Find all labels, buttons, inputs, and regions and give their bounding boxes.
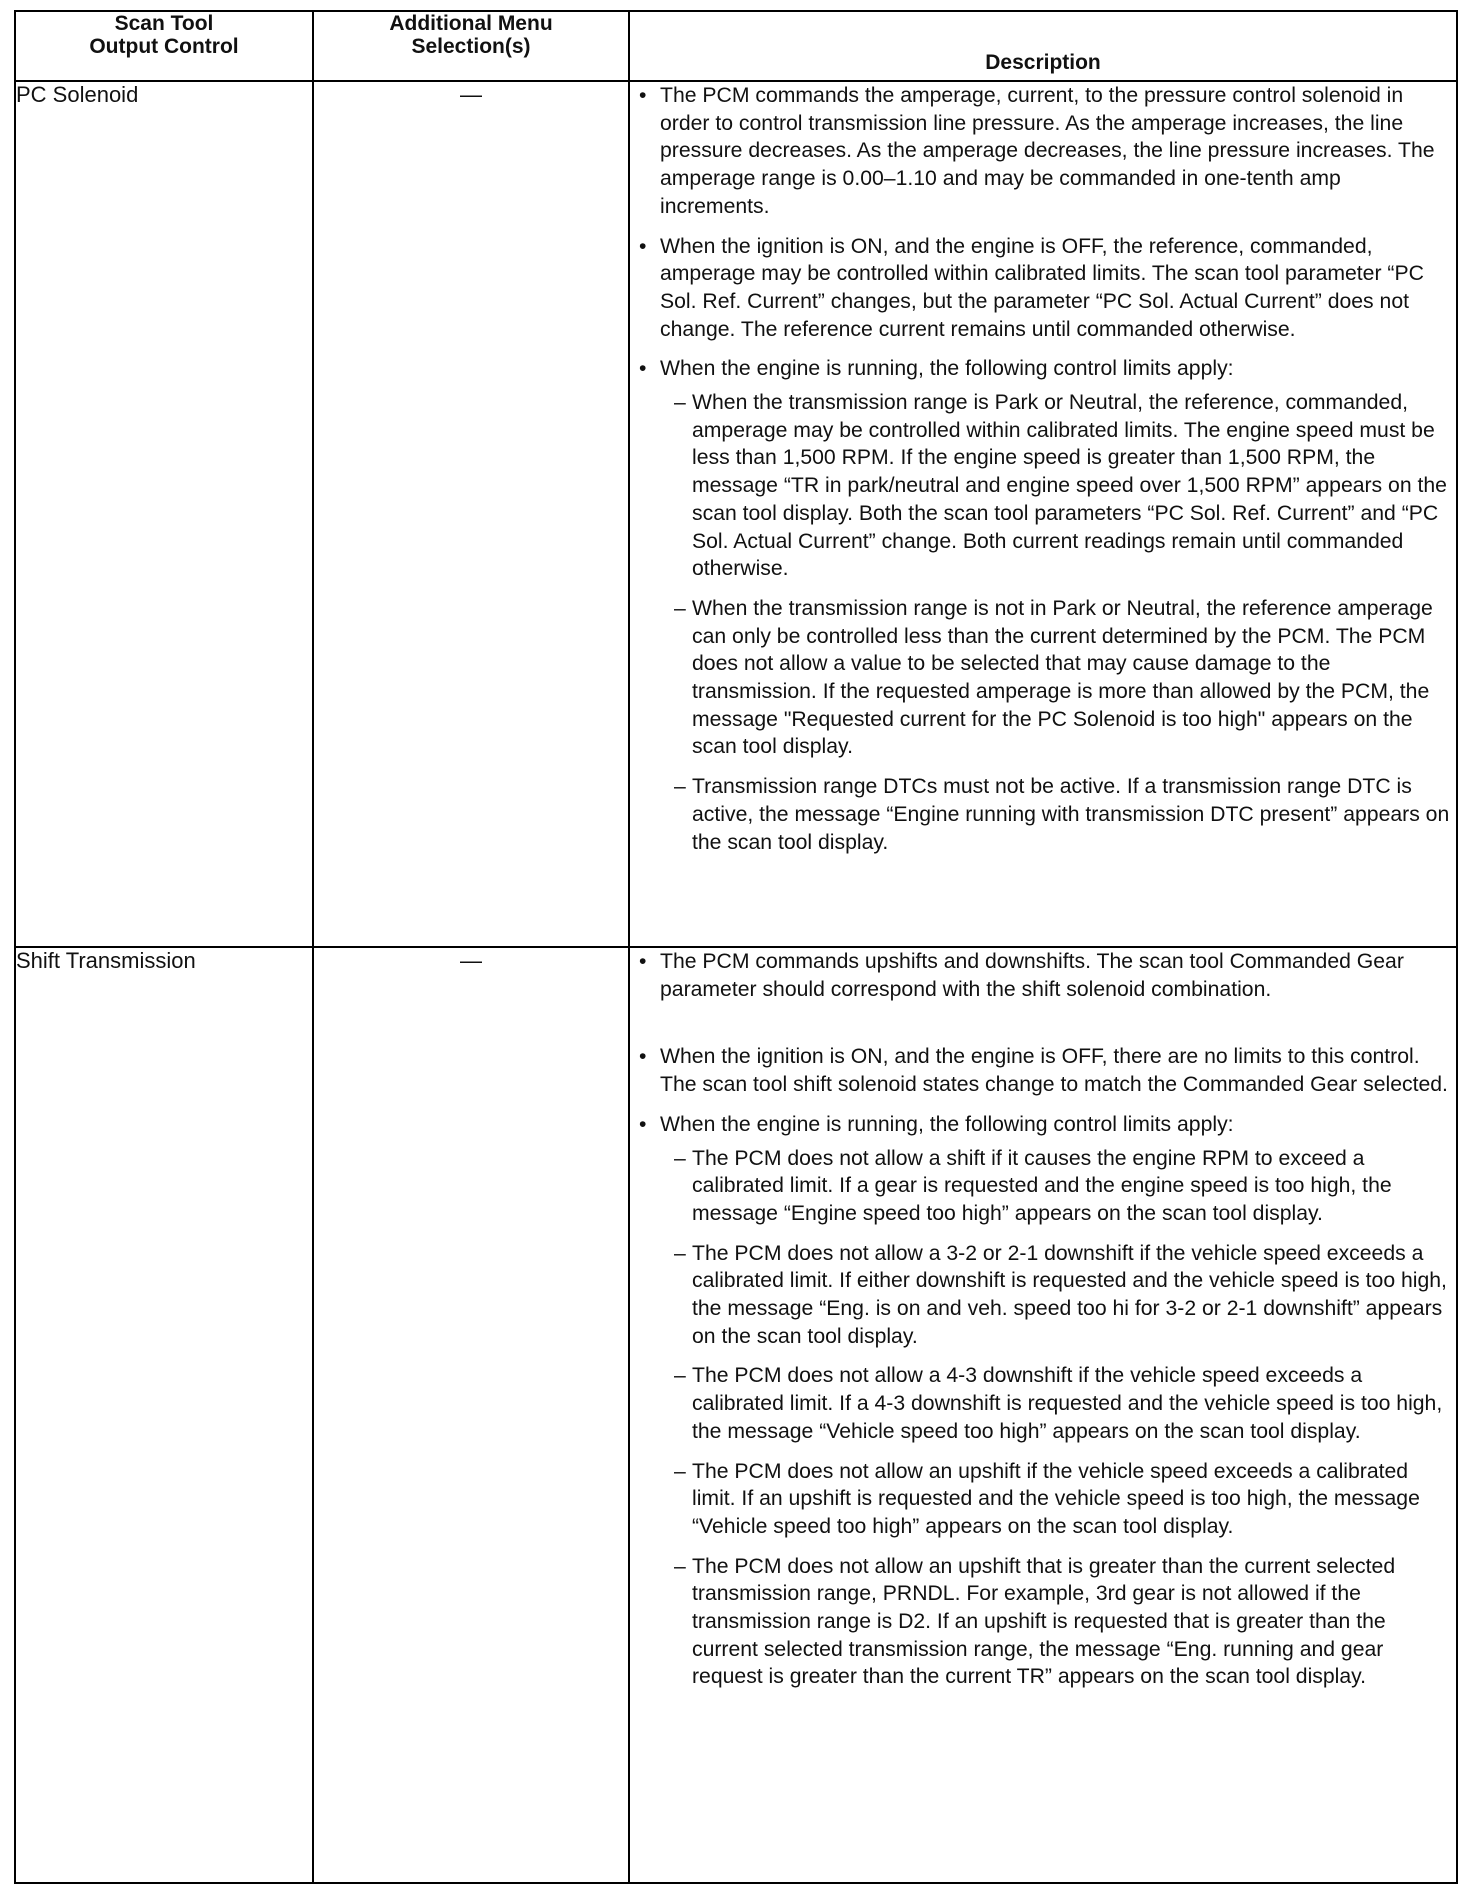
sub-item-text: The PCM does not allow a 3-2 or 2-1 downshift if the vehicle speed exceeds a calibrated limit. If either downshift is requested and the vehicle speed is too high, the message “Eng. is on and veh. speed too hi for 3-2 or 2-1 downshift” appears on the scan tool display. bbox=[692, 1241, 1447, 1348]
scan-tool-output-control-table bbox=[14, 10, 1458, 1884]
sub-item bbox=[630, 1240, 1456, 1351]
spec-table bbox=[16, 12, 1456, 1882]
bullet-item bbox=[630, 233, 1456, 344]
description-cell bbox=[629, 947, 1456, 1882]
output-control-cell: PC Solenoid bbox=[16, 81, 313, 947]
dash-icon: – bbox=[674, 1241, 686, 1265]
sub-item-text: When the transmission range is not in Park or Neutral, the reference amperage can only be controlled less than the current determined by the PCM. The PCM does not allow a value to be selected that may cause damage to the transmission. If the requested amperage is more than allowed by the PCM, the message "Requested current for the PC Solenoid is too high" appears on the scan tool display. bbox=[692, 596, 1433, 759]
bullet-item bbox=[630, 82, 1456, 221]
description-cell bbox=[629, 81, 1456, 947]
dash-icon: – bbox=[674, 1554, 686, 1578]
bullet-item bbox=[630, 1043, 1456, 1098]
sub-item bbox=[630, 773, 1456, 856]
dash-icon: – bbox=[674, 596, 686, 620]
dash-icon: – bbox=[674, 1364, 686, 1388]
header-row bbox=[16, 12, 1456, 81]
header-menu-selections-line1: Additional Menu bbox=[389, 12, 553, 35]
table-row bbox=[16, 947, 1456, 1882]
sub-item-text: The PCM does not allow a 4-3 downshift if the vehicle speed exceeds a calibrated limit. If a 4-3 downshift is requested and the vehicle speed is too high, the message “Vehicle speed too high” appears on the scan tool display. bbox=[692, 1364, 1443, 1443]
bullet-icon: • bbox=[639, 234, 647, 258]
sub-item bbox=[630, 1145, 1456, 1228]
bullet-icon: • bbox=[639, 1045, 647, 1069]
dash-icon: – bbox=[674, 775, 686, 799]
header-menu-selections bbox=[313, 12, 629, 81]
dash-icon: – bbox=[674, 1146, 686, 1170]
bullet-text: When the engine is running, the following control limits apply: bbox=[660, 357, 1234, 381]
bullet-icon: • bbox=[639, 950, 647, 973]
header-menu-selections-line2: Selection(s) bbox=[411, 35, 531, 58]
dash-icon: – bbox=[674, 1459, 686, 1483]
header-output-control-line2: Output Control bbox=[89, 35, 239, 58]
sub-item-text: When the transmission range is Park or Neutral, the reference, commanded, amperage may be controlled within calibrated limits. The engine speed must be less than 1,500 RPM. If the engine speed is greater than 1,500 RPM, the message “TR in park/neutral and engine speed over 1,500 RPM” appears on the scan tool display. Both the scan tool parameters “PC Sol. Ref. Current” and “PC Sol. Actual Current” change. Both current readings remain until commanded otherwise. bbox=[692, 391, 1447, 581]
sub-item bbox=[630, 389, 1456, 583]
sub-item bbox=[630, 1362, 1456, 1445]
bullet-icon: • bbox=[639, 84, 647, 107]
sub-item bbox=[630, 1553, 1456, 1692]
table-row bbox=[16, 81, 1456, 947]
header-description bbox=[629, 12, 1456, 81]
bullet-text: The PCM commands upshifts and downshifts. The scan tool Commanded Gear parameter should correspond with the shift solenoid combination. bbox=[660, 950, 1404, 1001]
bullet-item bbox=[630, 355, 1456, 383]
bullet-text: When the engine is running, the following control limits apply: bbox=[660, 1112, 1234, 1136]
sub-item-text: Transmission range DTCs must not be active. If a transmission range DTC is active, the message “Engine running with transmission DTC present” appears on the scan tool display. bbox=[692, 775, 1450, 854]
menu-selection-cell: — bbox=[313, 947, 629, 1882]
bullet-item bbox=[630, 1111, 1456, 1139]
dash-icon: – bbox=[674, 391, 686, 415]
bullet-text: When the ignition is ON, and the engine is OFF, the reference, commanded, amperage may be controlled within calibrated limits. The scan tool parameter “PC Sol. Ref. Current” changes, but the parameter “PC Sol. Actual Current” does not change. The reference current remains until commanded otherwise. bbox=[660, 234, 1424, 341]
bullet-item bbox=[630, 948, 1456, 1003]
menu-selection-cell: — bbox=[313, 81, 629, 947]
sub-item-text: The PCM does not allow an upshift if the vehicle speed exceeds a calibrated limit. If an upshift is requested and the vehicle speed is too high, the message “Vehicle speed too high” appears on the scan tool display. bbox=[692, 1459, 1420, 1538]
header-description-label: Description bbox=[985, 51, 1101, 74]
bullet-text: When the ignition is ON, and the engine is OFF, there are no limits to this control. The scan tool shift solenoid states change to match the Commanded Gear selected. bbox=[660, 1045, 1448, 1097]
bullet-text: The PCM commands the amperage, current, to the pressure control solenoid in order to control transmission line pressure. As the amperage increases, the line pressure decreases. As the amperage decreases, the line pressure increases. The amperage range is 0.00–1.10 and may be commanded in one-tenth amp increments. bbox=[660, 84, 1435, 218]
header-output-control bbox=[16, 12, 313, 81]
sub-item bbox=[630, 1458, 1456, 1541]
sub-item-text: The PCM does not allow an upshift that is greater than the current selected transmission range, PRNDL. For example, 3rd gear is not allowed if the transmission range is D2. If an upshift is requested that is greater than the current selected transmission range, the message “Eng. running and gear request is greater than the current TR” appears on the scan tool display. bbox=[692, 1554, 1396, 1689]
sub-item bbox=[630, 595, 1456, 761]
header-output-control-line1: Scan Tool bbox=[114, 12, 214, 35]
bullet-icon: • bbox=[639, 1112, 647, 1136]
sub-item-text: The PCM does not allow a shift if it causes the engine RPM to exceed a calibrated limit. If a gear is requested and the engine speed is too high, the message “Engine speed too high” appears on the scan tool display. bbox=[692, 1146, 1392, 1225]
output-control-cell: Shift Transmission bbox=[16, 947, 313, 1882]
bullet-icon: • bbox=[639, 357, 647, 381]
